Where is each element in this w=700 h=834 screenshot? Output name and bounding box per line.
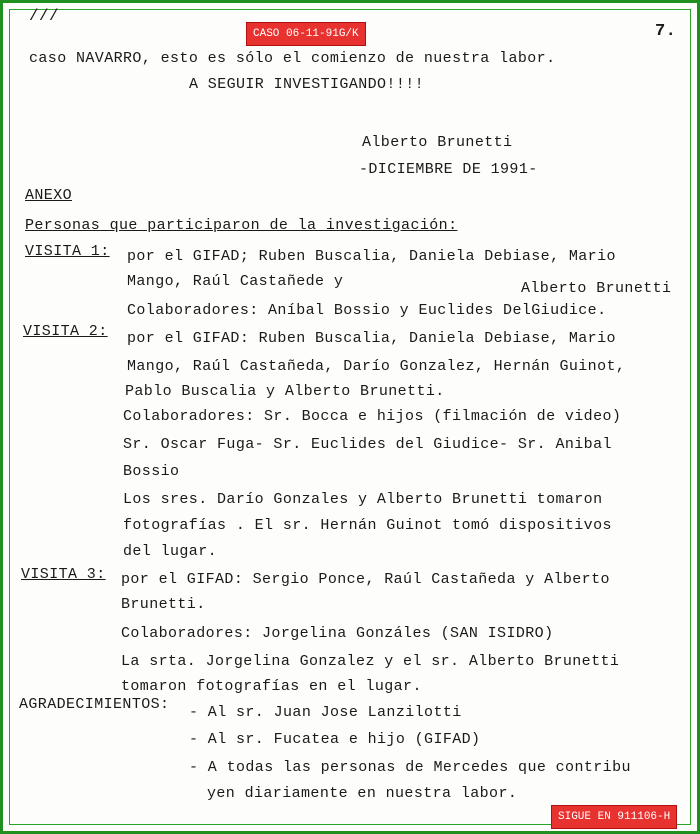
visit-2-line: Los sres. Darío Gonzales y Alberto Brunetti tomaron	[123, 491, 603, 508]
acknowledgement-line: - A todas las personas de Mercedes que contribu	[189, 759, 631, 776]
visit-3-line: Colaboradores: Jorgelina Gonzáles (SAN ISIDRO)	[121, 625, 554, 642]
acknowledgement-line: - Al sr. Juan Jose Lanzilotti	[189, 704, 462, 721]
corner-marks: ///	[29, 7, 60, 25]
acknowledgements-label: AGRADECIMIENTOS:	[19, 696, 170, 713]
visit-1-line: Alberto Brunetti	[521, 280, 672, 297]
visit-2-line: Bossio	[123, 463, 180, 480]
visit-2-line: por el GIFAD: Ruben Buscalia, Daniela Debiase, Mario	[127, 330, 616, 347]
visit-1-label: VISITA 1:	[25, 243, 110, 260]
visit-2-line: Sr. Oscar Fuga- Sr. Euclides del Giudice- Sr. Anibal	[123, 436, 612, 453]
intro-line-1: caso NAVARRO, esto es sólo el comienzo de nuestra labor.	[29, 50, 556, 67]
visit-1-line: Mango, Raúl Castañede y	[127, 273, 344, 290]
visit-2-line: Mango, Raúl Castañeda, Darío Gonzalez, Hernán Guinot,	[127, 358, 626, 375]
visit-2-line: Pablo Buscalia y Alberto Brunetti.	[125, 383, 445, 400]
visit-1-line: Colaboradores: Aníbal Bossio y Euclides DelGiudice.	[127, 302, 607, 319]
acknowledgement-line: - Al sr. Fucatea e hijo (GIFAD)	[189, 731, 481, 748]
signature-name: Alberto Brunetti	[362, 134, 513, 151]
annex-subtitle: Personas que participaron de la investigación:	[25, 217, 458, 234]
visit-2-line: fotografías . El sr. Hernán Guinot tomó dispositivos	[123, 517, 612, 534]
annex-title: ANEXO	[25, 187, 73, 204]
case-stamp: CASO 06-11-91G/K	[246, 22, 366, 46]
visit-2-line: del lugar.	[123, 543, 218, 560]
visit-3-label: VISITA 3:	[21, 566, 106, 583]
page-number: 7.	[655, 22, 677, 41]
visit-3-line: La srta. Jorgelina Gonzalez y el sr. Alberto Brunetti	[121, 653, 620, 670]
continues-stamp: SIGUE EN 911106-H	[551, 805, 677, 829]
visit-3-line: Brunetti.	[121, 596, 206, 613]
acknowledgement-line: yen diariamente en nuestra labor.	[207, 785, 518, 802]
visit-2-label: VISITA 2:	[23, 323, 108, 340]
signature-date: -DICIEMBRE DE 1991-	[359, 161, 538, 178]
intro-line-2: A SEGUIR INVESTIGANDO!!!!	[189, 76, 425, 93]
visit-3-line: por el GIFAD: Sergio Ponce, Raúl Castañeda y Alberto	[121, 571, 610, 588]
visit-1-line: por el GIFAD; Ruben Buscalia, Daniela Debiase, Mario	[127, 248, 616, 265]
visit-3-line: tomaron fotografías en el lugar.	[121, 678, 422, 695]
visit-2-line: Colaboradores: Sr. Bocca e hijos (filmación de video)	[123, 408, 622, 425]
